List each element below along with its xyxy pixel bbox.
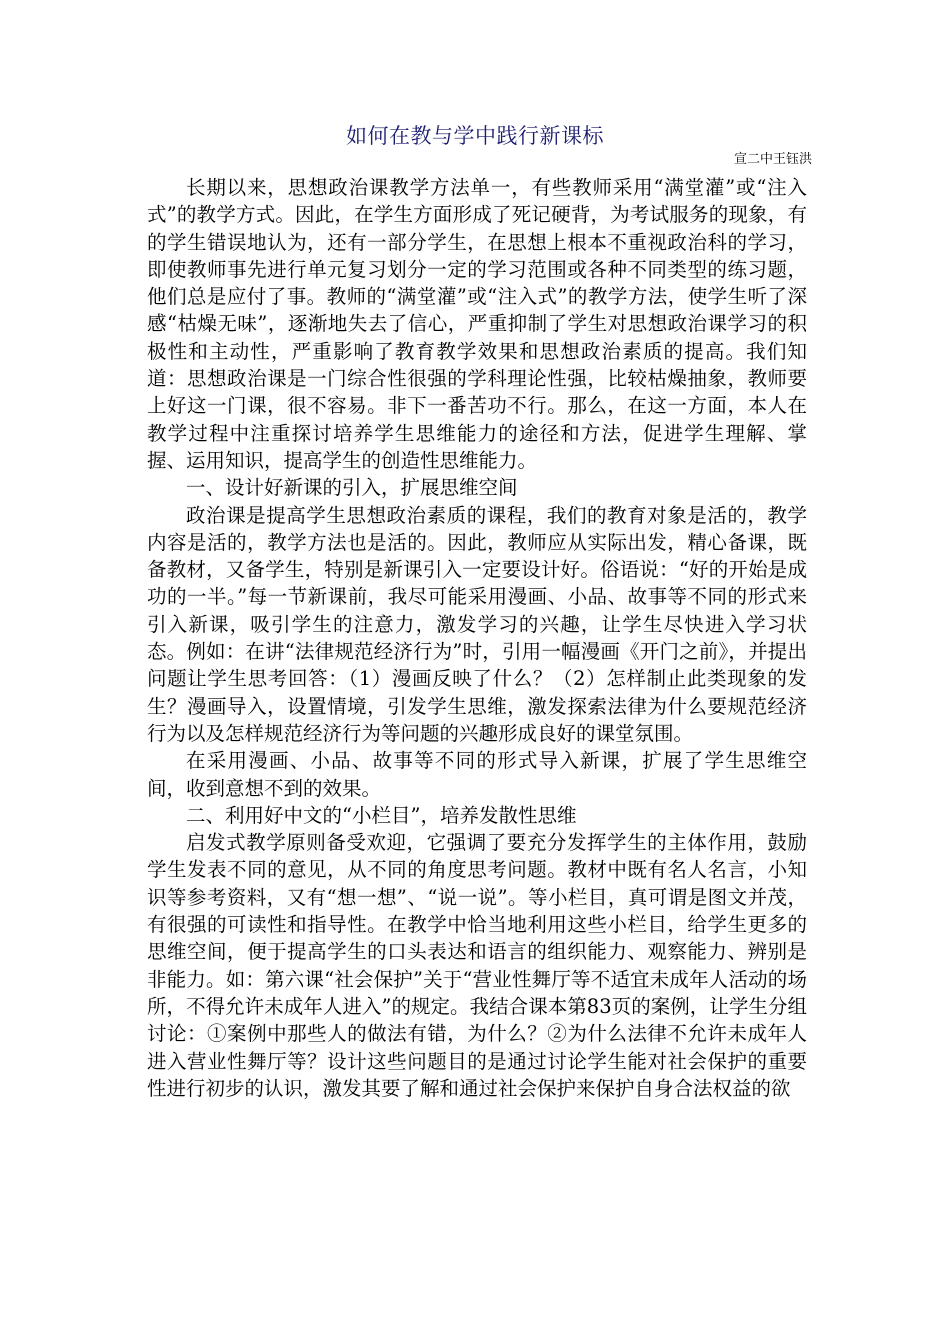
section-heading-1: 一、设计好新课的引入，扩展思维空间 — [186, 476, 518, 500]
section-heading-2: 二、利用好中文的“小栏目”，培养发散性思维 — [186, 803, 577, 827]
paragraph-section-1-summary: 在采用漫画、小品、故事等不同的形式导入新课，扩展了学生思维空间，收到意想不到的效果。 — [147, 749, 807, 800]
paragraph-section-1: 政治课是提高学生思想政治素质的课程，我们的教育对象是活的，教学内容是活的，教学方法也是活的。因此，教师应从实际出发，精心备课，既备教材，又备学生，特别是新课引入一定要设计好。俗语说：“好的开始是成功的一半。”每一节新课前，我尽可能采用漫画、小品、故事等不同的形式来引入新课，吸引学生的注意力，激发学习的兴趣，让学生尽快进入学习状态。例如：在讲“法律规范经济行为”时，引用一幅漫画《开门之前》，并提出问题让学生思考回答：（1）漫画反映了什么？（2）怎样制止此类现象的发生？漫画导入，设置情境，引发学生思维，激发探索法律为什么要规范经济行为以及怎样规范经济行为等问题的兴趣形成良好的课堂氛围。 — [147, 503, 807, 745]
document-author: 宣二中王钰洪 — [733, 152, 812, 167]
paragraph-section-2: 启发式教学原则备受欢迎，它强调了要充分发挥学生的主体作用，鼓励学生发表不同的意见，从不同的角度思考问题。教材中既有名人名言，小知识等参考资料，又有“想一想”、“说一说”。等小栏目，真可谓是图文并茂，有很强的可读性和指导性。在教学中恰当地利用这些小栏目，给学生更多的思维空间，便于提高学生的口头表达和语言的组织能力、观察能力、辨别是非能力。如：第六课“社会保护”关于“营业性舞厅等不适宜未成年人活动的场所，不得允许未成年人进入”的规定。我结合课本第83页的案例，让学生分组讨论：①案例中那些人的做法有错，为什么？②为什么法律不允许未成年人进入营业性舞厅等？设计这些问题目的是通过讨论学生能对社会保护的重要性进行初步的认识，激发其要了解和通过社会保护来保护自身合法权益的欲 — [147, 831, 807, 1100]
document-title: 如何在教与学中践行新课标 — [346, 124, 604, 148]
paragraph-intro: 长期以来，思想政治课教学方法单一，有些教师采用“满堂灌”或“注入式”的教学方式。因此，在学生方面形成了死记硬背，为考试服务的现象，有的学生错误地认为，还有一部分学生，在思想上根本不重视政治科的学习，即使教师事先进行单元复习划分一定的学习范围或各种不同类型的练习题，他们总是应付了事。教师的“满堂灌”或“注入式”的教学方法，使学生听了深感“枯燥无味”，逐渐地失去了信心，严重抑制了学生对思想政治课学习的积极性和主动性，严重影响了教育教学效果和思想政治素质的提高。我们知道：思想政治课是一门综合性很强的学科理论性强，比较枯燥抽象，教师要上好这一门课，很不容易。非下一番苦功不行。那么，在这一方面，本人在教学过程中注重探讨培养学生思维能力的途径和方法，促进学生理解、掌握、运用知识，提高学生的创造性思维能力。 — [147, 176, 807, 472]
document-body — [147, 174, 807, 1102]
